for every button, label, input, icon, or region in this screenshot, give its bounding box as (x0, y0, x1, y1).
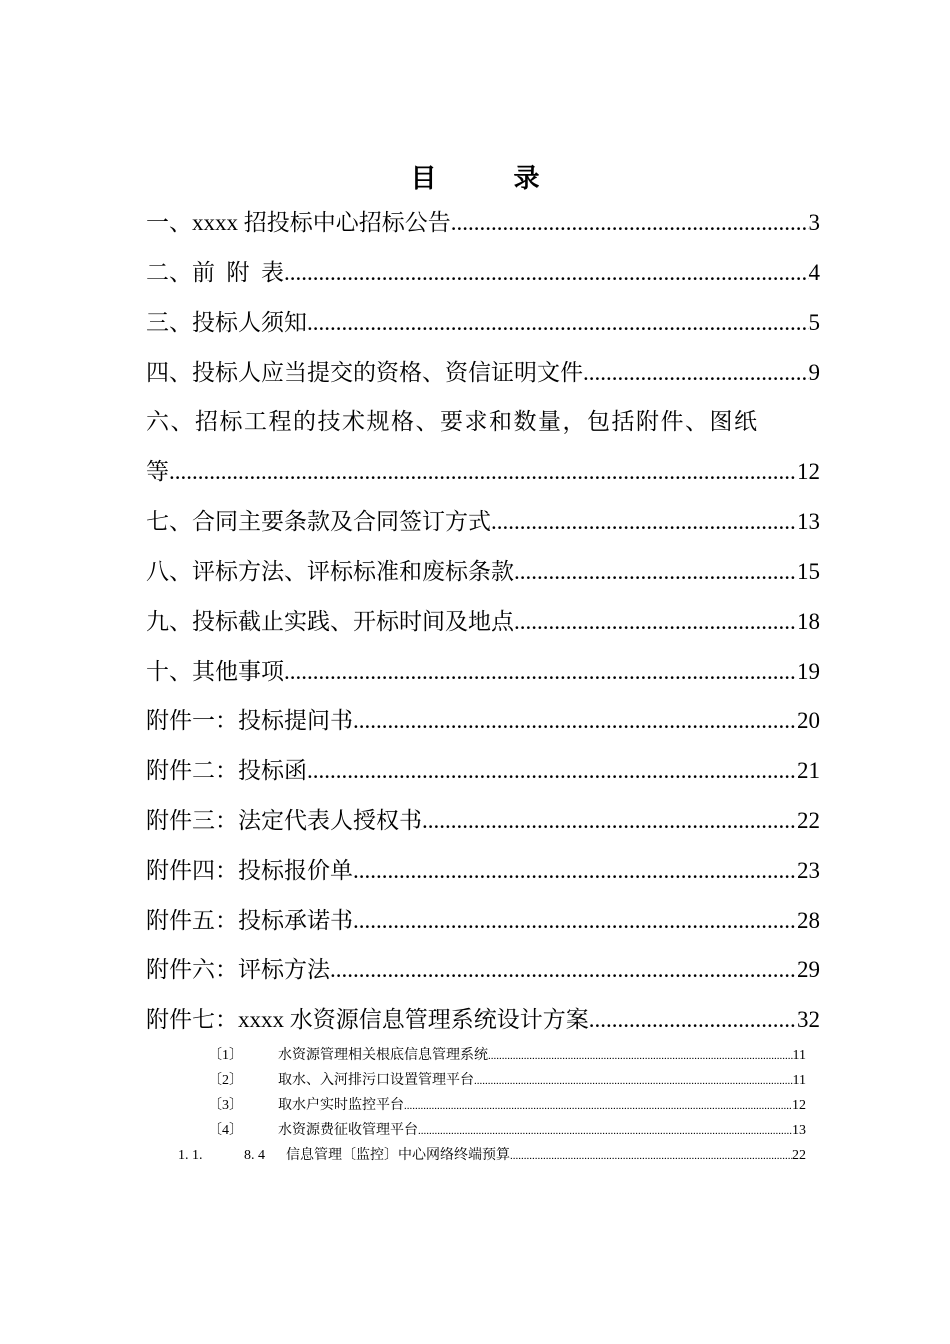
toc-entry-page: 29 (797, 957, 820, 982)
leader-dots (418, 1122, 792, 1140)
toc-entry-page: 13 (797, 509, 820, 534)
toc-entry-label: 附件三：法定代表人授权书 (146, 808, 422, 833)
leader-dots (514, 607, 797, 637)
toc-entry[interactable] (146, 358, 820, 388)
toc-entry[interactable] (146, 856, 820, 886)
toc-entry-label: 附件五：投标承诺书 (146, 908, 353, 933)
toc-entry-page: 28 (797, 908, 820, 933)
toc-entry-label: 一、xxxx 招投标中心招标公告 (146, 210, 451, 235)
toc-subentry[interactable] (178, 1147, 806, 1165)
toc-entry-page: 23 (797, 858, 820, 883)
toc-entry[interactable] (146, 756, 820, 786)
toc-entry-label: 二、前 附 表 (146, 260, 284, 285)
leader-dots (169, 457, 797, 487)
toc-entry-label: 附件七：xxxx 水资源信息管理系统设计方案 (146, 1007, 589, 1032)
leader-dots (284, 258, 809, 288)
toc-entry-label: 八、评标方法、评标标准和废标条款 (146, 559, 514, 584)
leader-dots (353, 906, 797, 936)
subentry-page: 11 (792, 1048, 806, 1063)
subentry-label: 信息管理〔监控〕中心网络终端预算 (286, 1148, 510, 1163)
subentry-page: 13 (792, 1123, 806, 1138)
toc-entry[interactable] (146, 955, 820, 985)
subentry-marker: 1. 1. (178, 1148, 203, 1163)
subentry-marker: 〔3〕 (208, 1098, 243, 1113)
toc-subentry[interactable] (208, 1047, 806, 1065)
subentry-page: 11 (792, 1073, 806, 1088)
toc-entry[interactable] (146, 1005, 820, 1035)
toc-entry-label: 九、投标截止实践、开标时间及地点 (146, 609, 514, 634)
toc-entry-page: 9 (808, 360, 820, 385)
leader-dots (307, 756, 797, 786)
toc-entry[interactable] (146, 507, 820, 537)
toc-entry-page: 19 (797, 659, 820, 684)
toc-entry-label: 附件一：投标提问书 (146, 708, 353, 733)
leader-dots (307, 308, 809, 338)
leader-dots (510, 1147, 792, 1165)
subentry-marker: 〔4〕 (208, 1123, 243, 1138)
toc-entry-label: 十、其他事项 (146, 659, 284, 684)
leader-dots (404, 1097, 792, 1115)
toc-entry-page: 21 (797, 758, 820, 783)
leader-dots (451, 208, 809, 238)
toc-entry-page: 12 (797, 459, 820, 484)
subentry-page: 12 (792, 1098, 806, 1113)
toc-subentry[interactable] (208, 1097, 806, 1115)
leader-dots (353, 856, 797, 886)
toc-entry-page: 18 (797, 609, 820, 634)
toc-entry-page: 22 (797, 808, 820, 833)
toc-entry-label: 四、投标人应当提交的资格、资信证明文件 (146, 360, 583, 385)
toc-entry-page: 4 (808, 260, 820, 285)
toc-entry[interactable] (146, 258, 820, 288)
subentry-label: 水资源管理相关根底信息管理系统 (278, 1048, 488, 1063)
subentry-label: 取水、入河排污口设置管理平台 (278, 1073, 474, 1088)
subentry-marker: 〔2〕 (208, 1073, 243, 1088)
leader-dots (589, 1005, 797, 1035)
toc-title: 目 录 (410, 164, 574, 194)
toc-subentry[interactable] (208, 1122, 806, 1140)
leader-dots (353, 706, 797, 736)
toc-entry-label: 附件六：评标方法 (146, 957, 330, 982)
subentry-label: 水资源费征收管理平台 (278, 1123, 418, 1138)
subentry-page: 22 (792, 1148, 806, 1163)
leader-dots (474, 1072, 793, 1090)
toc-entry-label: 七、合同主要条款及合同签订方式 (146, 509, 491, 534)
toc-entry[interactable] (146, 308, 820, 338)
leader-dots (330, 955, 797, 985)
toc-entry-label: 附件二：投标函 (146, 758, 307, 783)
toc-entry-label: 六、招标工程的技术规格、要求和数量，包括附件、图纸 (146, 409, 759, 434)
toc-entry-page: 3 (808, 210, 820, 235)
toc-entry-label: 附件四：投标报价单 (146, 858, 353, 883)
toc-entry-label-cont: 等 (146, 459, 169, 484)
toc-entry[interactable] (146, 557, 820, 587)
toc-subentry[interactable] (208, 1072, 806, 1090)
toc-entry[interactable] (146, 657, 820, 687)
toc-entry-continuation[interactable] (146, 457, 820, 487)
toc-entry-page: 32 (797, 1007, 820, 1032)
toc-entry[interactable] (146, 407, 820, 437)
leader-dots (514, 557, 797, 587)
toc-entry-page: 15 (797, 559, 820, 584)
toc-entry-page: 5 (808, 310, 820, 335)
leader-dots (422, 806, 797, 836)
leader-dots (583, 358, 809, 388)
toc-entry-page: 20 (797, 708, 820, 733)
leader-dots (488, 1047, 793, 1065)
toc-entry[interactable] (146, 706, 820, 736)
subentry-label: 取水户实时监控平台 (278, 1098, 404, 1113)
toc-entry[interactable] (146, 806, 820, 836)
toc-entry[interactable] (146, 607, 820, 637)
toc-entry[interactable] (146, 906, 820, 936)
toc-entry-label: 三、投标人须知 (146, 310, 307, 335)
toc-entry[interactable] (146, 208, 820, 238)
subentry-marker: 〔1〕 (208, 1048, 243, 1063)
leader-dots (491, 507, 797, 537)
subentry-section-number: 8. 4 (244, 1148, 265, 1163)
leader-dots (284, 657, 797, 687)
